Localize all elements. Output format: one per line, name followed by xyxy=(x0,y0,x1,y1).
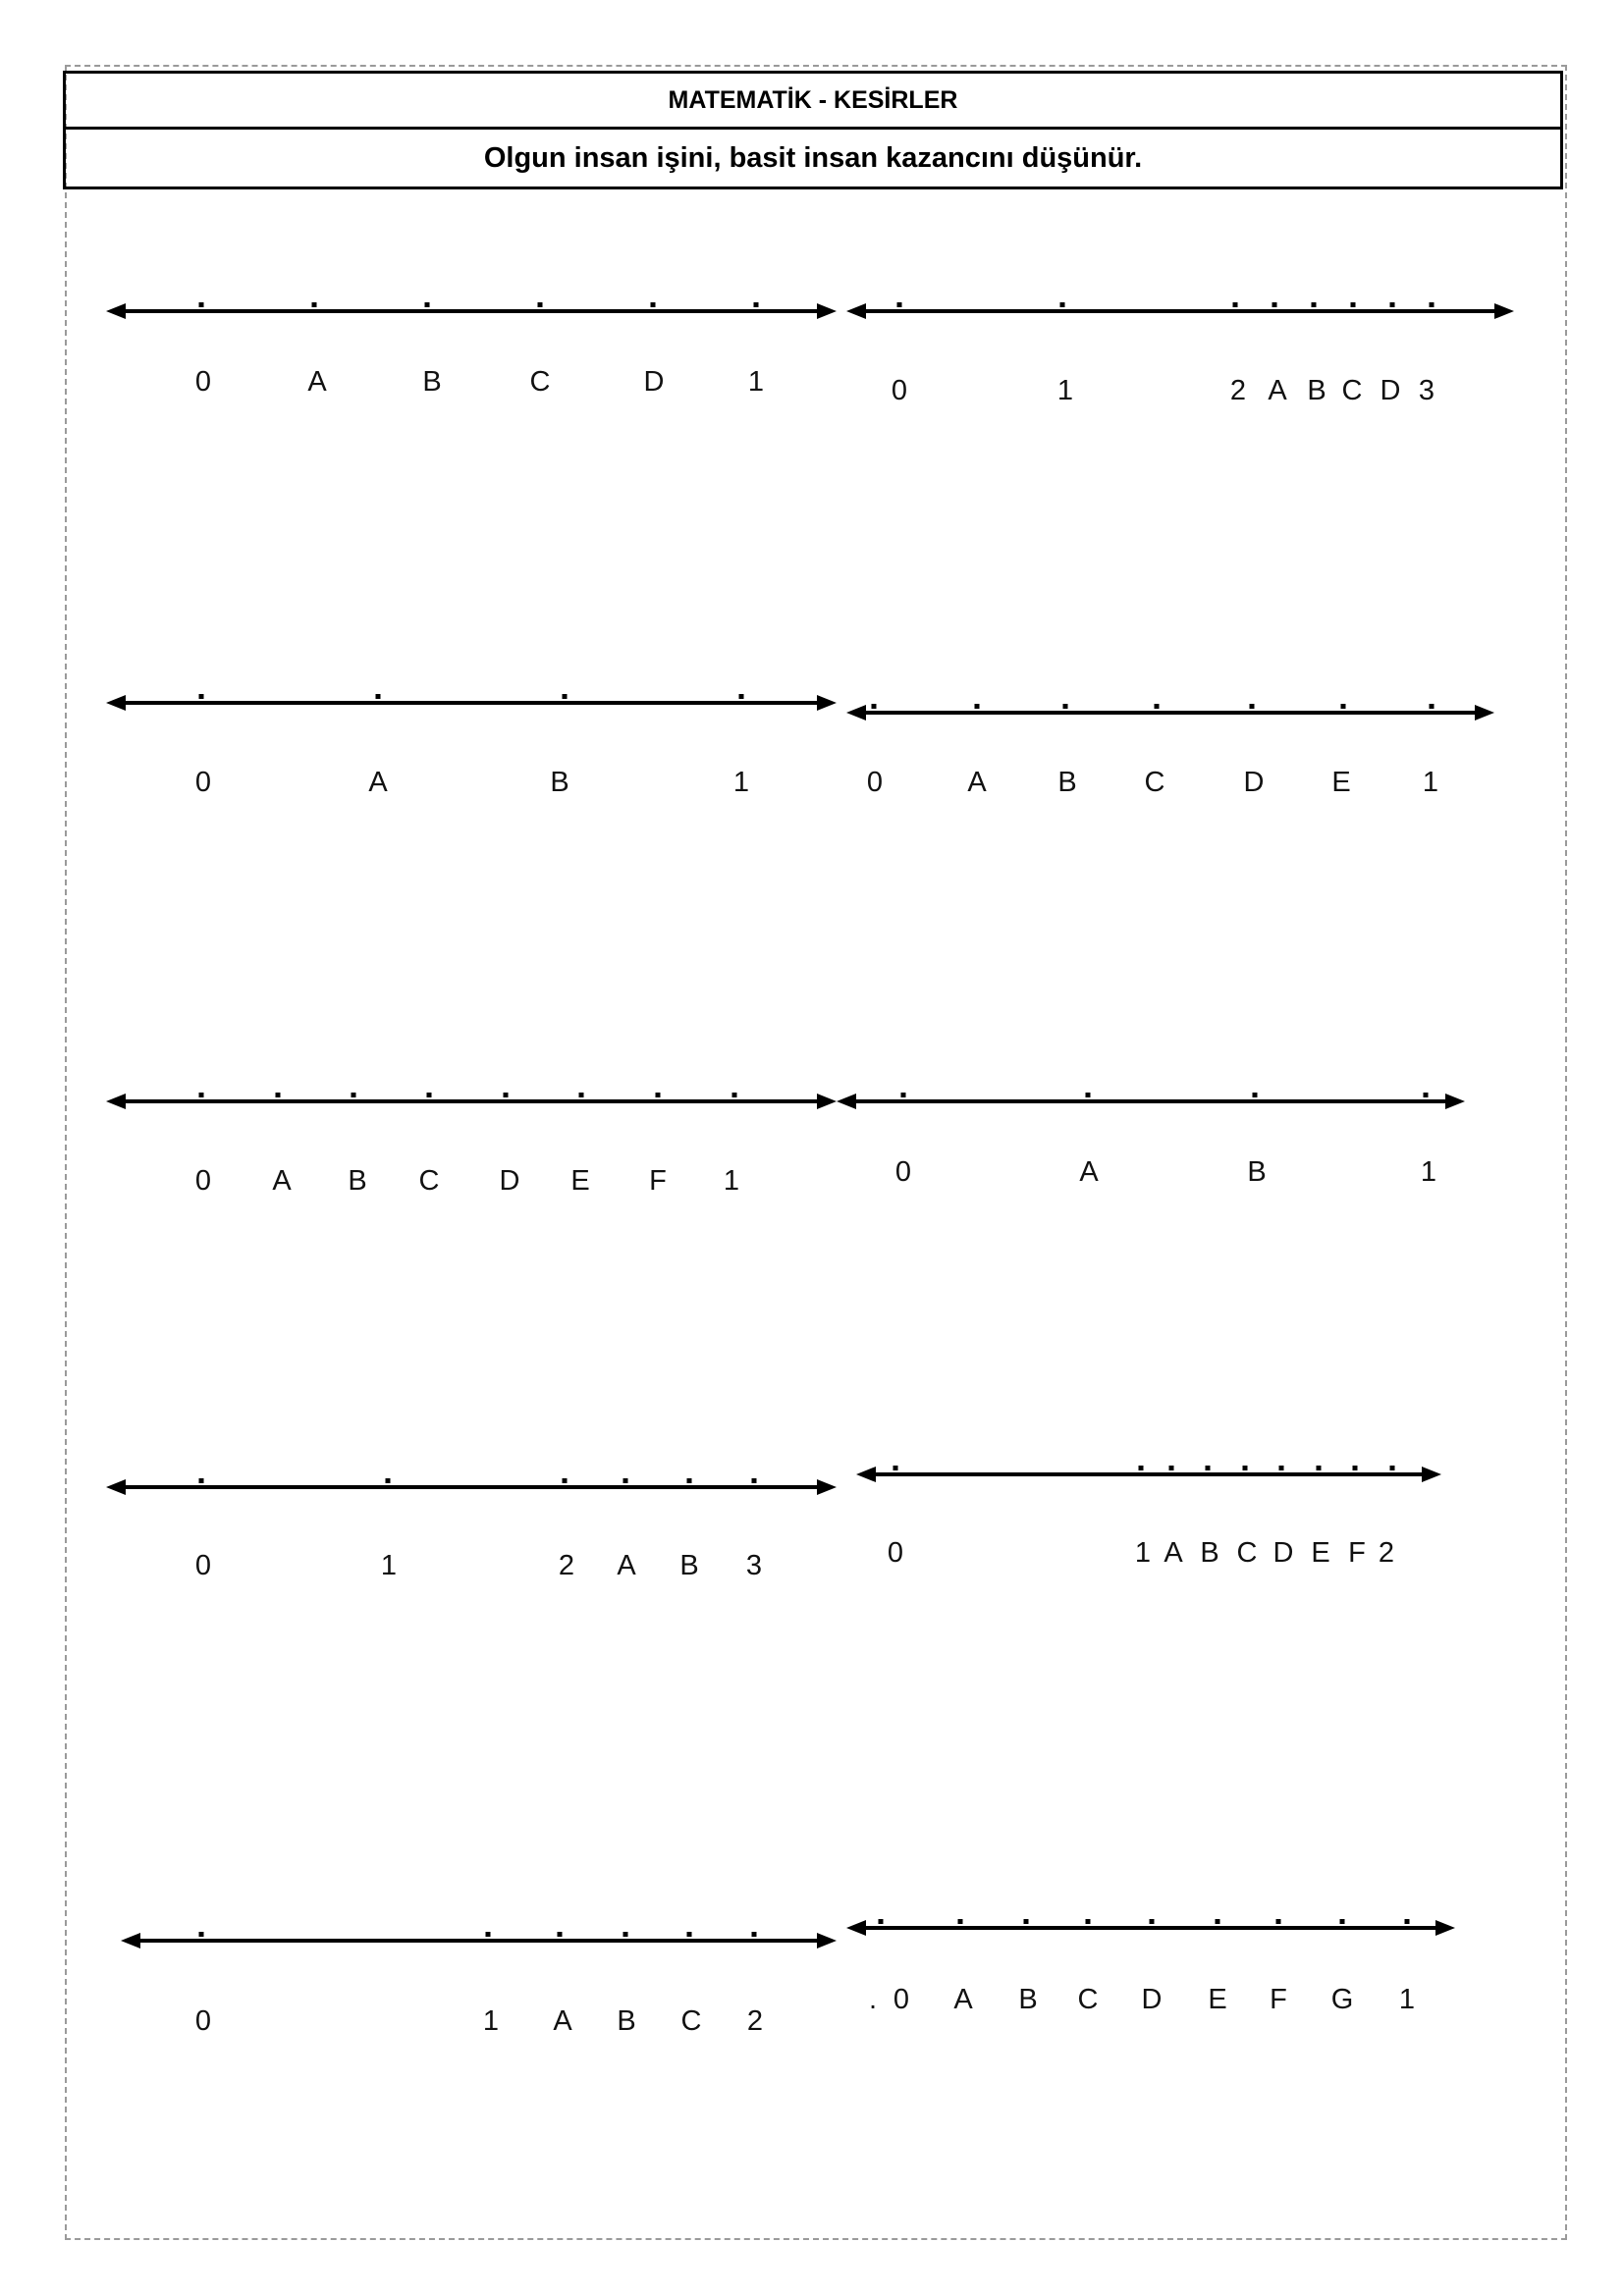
number-line-label: G xyxy=(1330,1984,1354,2015)
tick-mark xyxy=(958,1919,963,1924)
tick-mark xyxy=(1233,302,1238,307)
left-arrow-icon xyxy=(846,303,866,319)
number-line-label: A xyxy=(1268,375,1287,406)
number-line-label: B xyxy=(1057,767,1077,798)
tick-mark xyxy=(1317,1466,1322,1470)
number-line-label: E xyxy=(1331,767,1351,798)
left-arrow-icon xyxy=(106,695,126,711)
number-line-label: 1 xyxy=(1134,1537,1152,1569)
worksheet-title: MATEMATİK - KESİRLER xyxy=(63,71,1563,130)
number-line-label: A xyxy=(307,366,327,398)
tick-mark xyxy=(563,1478,568,1483)
tick-mark xyxy=(1390,1466,1395,1470)
tick-mark xyxy=(752,1932,757,1937)
tick-mark xyxy=(879,1919,884,1924)
tick-mark xyxy=(563,694,568,699)
number-line-label: 1 xyxy=(732,767,750,798)
number-line-label: B xyxy=(422,366,442,398)
number-line-label: 0 xyxy=(194,1550,212,1581)
tick-mark xyxy=(1341,704,1346,709)
number-line-label: E xyxy=(1208,1984,1227,2015)
number-line-label: 1 xyxy=(1420,1156,1437,1188)
number-line-label: 0 xyxy=(893,1984,910,2015)
number-line-label: 1 xyxy=(1398,1984,1416,2015)
right-arrow-icon xyxy=(817,303,837,319)
number-line-label: B xyxy=(1200,1537,1219,1569)
worksheet-subtitle: Olgun insan işini, basit insan kazancını düşünür. xyxy=(63,127,1563,189)
tick-mark xyxy=(1063,704,1068,709)
tick-mark xyxy=(199,1932,204,1937)
right-arrow-icon xyxy=(1494,303,1514,319)
tick-mark xyxy=(538,302,543,307)
left-arrow-icon xyxy=(106,1479,126,1495)
number-line-label: F xyxy=(1348,1537,1366,1569)
number-line-label: E xyxy=(570,1165,590,1197)
tick-mark xyxy=(901,1093,906,1097)
left-arrow-icon xyxy=(121,1933,140,1949)
number-line-label: 0 xyxy=(194,2005,212,2037)
tick-mark xyxy=(1086,1919,1091,1924)
left-arrow-icon xyxy=(837,1094,856,1109)
number-line-label: 1 xyxy=(1422,767,1439,798)
tick-mark xyxy=(897,302,902,307)
tick-mark xyxy=(199,302,204,307)
number-line-label: 3 xyxy=(745,1550,763,1581)
tick-mark xyxy=(1086,1093,1091,1097)
number-line-label: D xyxy=(1380,375,1401,406)
left-arrow-icon xyxy=(846,705,866,721)
tick-mark xyxy=(1430,302,1435,307)
left-arrow-icon xyxy=(106,1094,126,1109)
tick-mark xyxy=(1351,302,1356,307)
tick-mark xyxy=(754,302,759,307)
left-arrow-icon xyxy=(106,303,126,319)
number-line-label: . xyxy=(868,1984,878,2015)
number-line-label: 2 xyxy=(1229,375,1247,406)
number-line-label: B xyxy=(550,767,569,798)
tick-mark xyxy=(732,1093,737,1097)
tick-mark xyxy=(1276,1919,1281,1924)
number-line-label: B xyxy=(679,1550,699,1581)
tick-mark xyxy=(1272,302,1277,307)
right-arrow-icon xyxy=(817,1094,837,1109)
number-line-label: 0 xyxy=(194,366,212,398)
number-line-label: 1 xyxy=(723,1165,740,1197)
right-arrow-icon xyxy=(1422,1467,1441,1482)
tick-mark xyxy=(651,302,656,307)
tick-mark xyxy=(739,694,744,699)
tick-mark xyxy=(486,1932,491,1937)
number-line-label: B xyxy=(348,1165,367,1197)
tick-mark xyxy=(975,704,980,709)
number-line-label: 0 xyxy=(194,1165,212,1197)
tick-mark xyxy=(1340,1919,1345,1924)
number-line-label: D xyxy=(643,366,665,398)
tick-mark xyxy=(1353,1466,1358,1470)
number-line-label: 0 xyxy=(894,1156,912,1188)
tick-mark xyxy=(656,1093,661,1097)
left-arrow-icon xyxy=(846,1920,866,1936)
tick-mark xyxy=(199,1093,204,1097)
tick-mark xyxy=(558,1932,563,1937)
tick-mark xyxy=(199,694,204,699)
number-line-label: 0 xyxy=(194,767,212,798)
number-line-label: 3 xyxy=(1418,375,1435,406)
tick-mark xyxy=(427,1093,432,1097)
number-line-label: F xyxy=(1270,1984,1287,2015)
number-line-label: D xyxy=(499,1165,520,1197)
tick-mark xyxy=(504,1093,509,1097)
tick-mark xyxy=(1279,1466,1284,1470)
tick-mark xyxy=(1155,704,1160,709)
tick-mark xyxy=(425,302,430,307)
number-line-label: 0 xyxy=(866,767,884,798)
tick-mark xyxy=(1312,302,1317,307)
number-line-label: 2 xyxy=(1378,1537,1395,1569)
number-line-label: A xyxy=(1079,1156,1099,1188)
number-line-label: A xyxy=(967,767,987,798)
tick-mark xyxy=(1250,704,1255,709)
number-line-label: C xyxy=(1144,767,1165,798)
right-arrow-icon xyxy=(1475,705,1494,721)
tick-mark xyxy=(1405,1919,1410,1924)
number-line-label: E xyxy=(1311,1537,1330,1569)
number-line-label: C xyxy=(1077,1984,1099,2015)
tick-mark xyxy=(687,1478,692,1483)
number-line-label: A xyxy=(368,767,388,798)
tick-mark xyxy=(1024,1919,1029,1924)
number-line-label: 0 xyxy=(891,375,908,406)
number-line-label: 2 xyxy=(558,1550,575,1581)
tick-mark xyxy=(1243,1466,1248,1470)
number-line-label: C xyxy=(418,1165,440,1197)
number-line-label: A xyxy=(953,1984,973,2015)
tick-mark xyxy=(872,704,877,709)
number-line-label: B xyxy=(1018,1984,1038,2015)
right-arrow-icon xyxy=(817,1479,837,1495)
number-line-label: 0 xyxy=(887,1537,904,1569)
tick-mark xyxy=(1253,1093,1258,1097)
number-line-label: 2 xyxy=(746,2005,764,2037)
number-line-label: 1 xyxy=(482,2005,500,2037)
tick-mark xyxy=(1390,302,1395,307)
number-line-label: C xyxy=(529,366,551,398)
number-line-label: A xyxy=(1164,1537,1183,1569)
right-arrow-icon xyxy=(817,1933,837,1949)
number-line-label: B xyxy=(617,2005,636,2037)
tick-mark xyxy=(276,1093,281,1097)
tick-mark xyxy=(312,302,317,307)
number-line-label: A xyxy=(617,1550,636,1581)
tick-mark xyxy=(1139,1466,1144,1470)
number-line-label: D xyxy=(1243,767,1265,798)
number-line-label: A xyxy=(553,2005,572,2037)
number-line-label: C xyxy=(1341,375,1363,406)
number-line-label: B xyxy=(1247,1156,1267,1188)
tick-mark xyxy=(376,694,381,699)
tick-mark xyxy=(623,1478,628,1483)
number-line-label: A xyxy=(272,1165,292,1197)
number-line-label: D xyxy=(1272,1537,1294,1569)
tick-mark xyxy=(893,1466,898,1470)
number-line-label: B xyxy=(1307,375,1326,406)
tick-mark xyxy=(1169,1466,1174,1470)
tick-mark xyxy=(352,1093,356,1097)
tick-mark xyxy=(623,1932,628,1937)
number-line-label: C xyxy=(1236,1537,1258,1569)
tick-mark xyxy=(1060,302,1065,307)
number-line-label: 1 xyxy=(380,1550,398,1581)
tick-mark xyxy=(1216,1919,1220,1924)
tick-mark xyxy=(199,1478,204,1483)
number-line-label: D xyxy=(1141,1984,1163,2015)
tick-mark xyxy=(579,1093,584,1097)
tick-mark xyxy=(1150,1919,1155,1924)
right-arrow-icon xyxy=(1445,1094,1465,1109)
right-arrow-icon xyxy=(1435,1920,1455,1936)
number-line-label: F xyxy=(649,1165,667,1197)
tick-mark xyxy=(1430,704,1435,709)
tick-mark xyxy=(752,1478,757,1483)
tick-mark xyxy=(1206,1466,1211,1470)
tick-mark xyxy=(1424,1093,1429,1097)
number-line-label: 1 xyxy=(747,366,765,398)
right-arrow-icon xyxy=(817,695,837,711)
number-line-label: C xyxy=(680,2005,702,2037)
number-line-label: 1 xyxy=(1056,375,1074,406)
left-arrow-icon xyxy=(856,1467,876,1482)
tick-mark xyxy=(386,1478,391,1483)
tick-mark xyxy=(687,1932,692,1937)
